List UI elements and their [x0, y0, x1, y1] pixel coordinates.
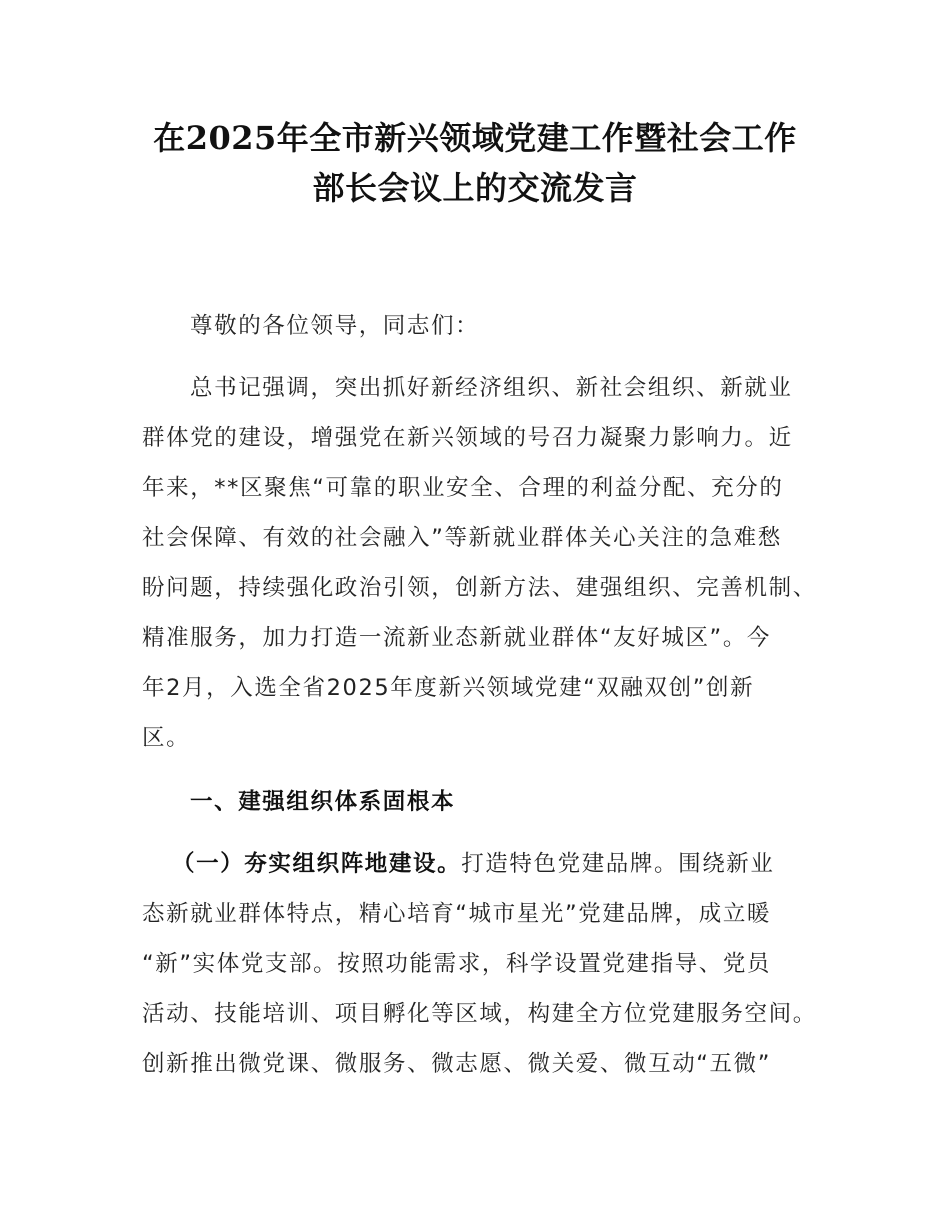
paragraph-2-line-2: 态新就业群体特点，精心培育“城市星光”党建品牌，成立暖 [142, 901, 772, 927]
paragraph-1-line-6: 精准服务，加力打造一流新业态新就业群体“友好城区”。今 [142, 625, 772, 651]
paragraph-2-line-3: “新”实体党支部。按照功能需求，科学设置党建指导、党员 [142, 951, 772, 977]
salutation: 尊敬的各位领导，同志们： [190, 313, 480, 339]
document-title-line-2: 部长会议上的交流发言 [312, 169, 638, 207]
paragraph-1-line-1: 总书记强调，突出抓好新经济组织、新社会组织、新就业 [190, 375, 793, 401]
paragraph-1-line-4: 社会保障、有效的社会融入”等新就业群体关心关注的急难愁 [142, 525, 782, 551]
paragraph-2-line-4: 活动、技能培训、项目孵化等区域，构建全方位党建服务空间。 [142, 1001, 817, 1027]
paragraph-1-line-7: 年2月，入选全省2025年度新兴领域党建“双融双创”创新 [142, 675, 755, 701]
subsection-1-text: 打造特色党建品牌。围绕新业 [461, 851, 775, 877]
paragraph-1-line-2: 群体党的建设，增强党在新兴领域的号召力凝聚力影响力。近 [142, 425, 793, 451]
subsection-1-heading: （一）夯实组织阵地建设。 [172, 851, 462, 877]
document-title-line-1: 在2025年全市新兴领域党建工作暨社会工作 [153, 119, 797, 157]
section-1-heading: 一、建强组织体系固根本 [190, 789, 456, 815]
paragraph-1-line-3: 年来，**区聚焦“可靠的职业安全、合理的利益分配、充分的 [142, 475, 784, 501]
paragraph-1-line-5: 盼问题，持续强化政治引领，创新方法、建强组织、完善机制、 [142, 575, 817, 601]
paragraph-1-line-8: 区。 [142, 725, 191, 751]
paragraph-2-line-5: 创新推出微党课、微服务、微志愿、微关爱、微互动“五微” [142, 1051, 772, 1077]
subsection-1-line-1 [172, 846, 775, 882]
